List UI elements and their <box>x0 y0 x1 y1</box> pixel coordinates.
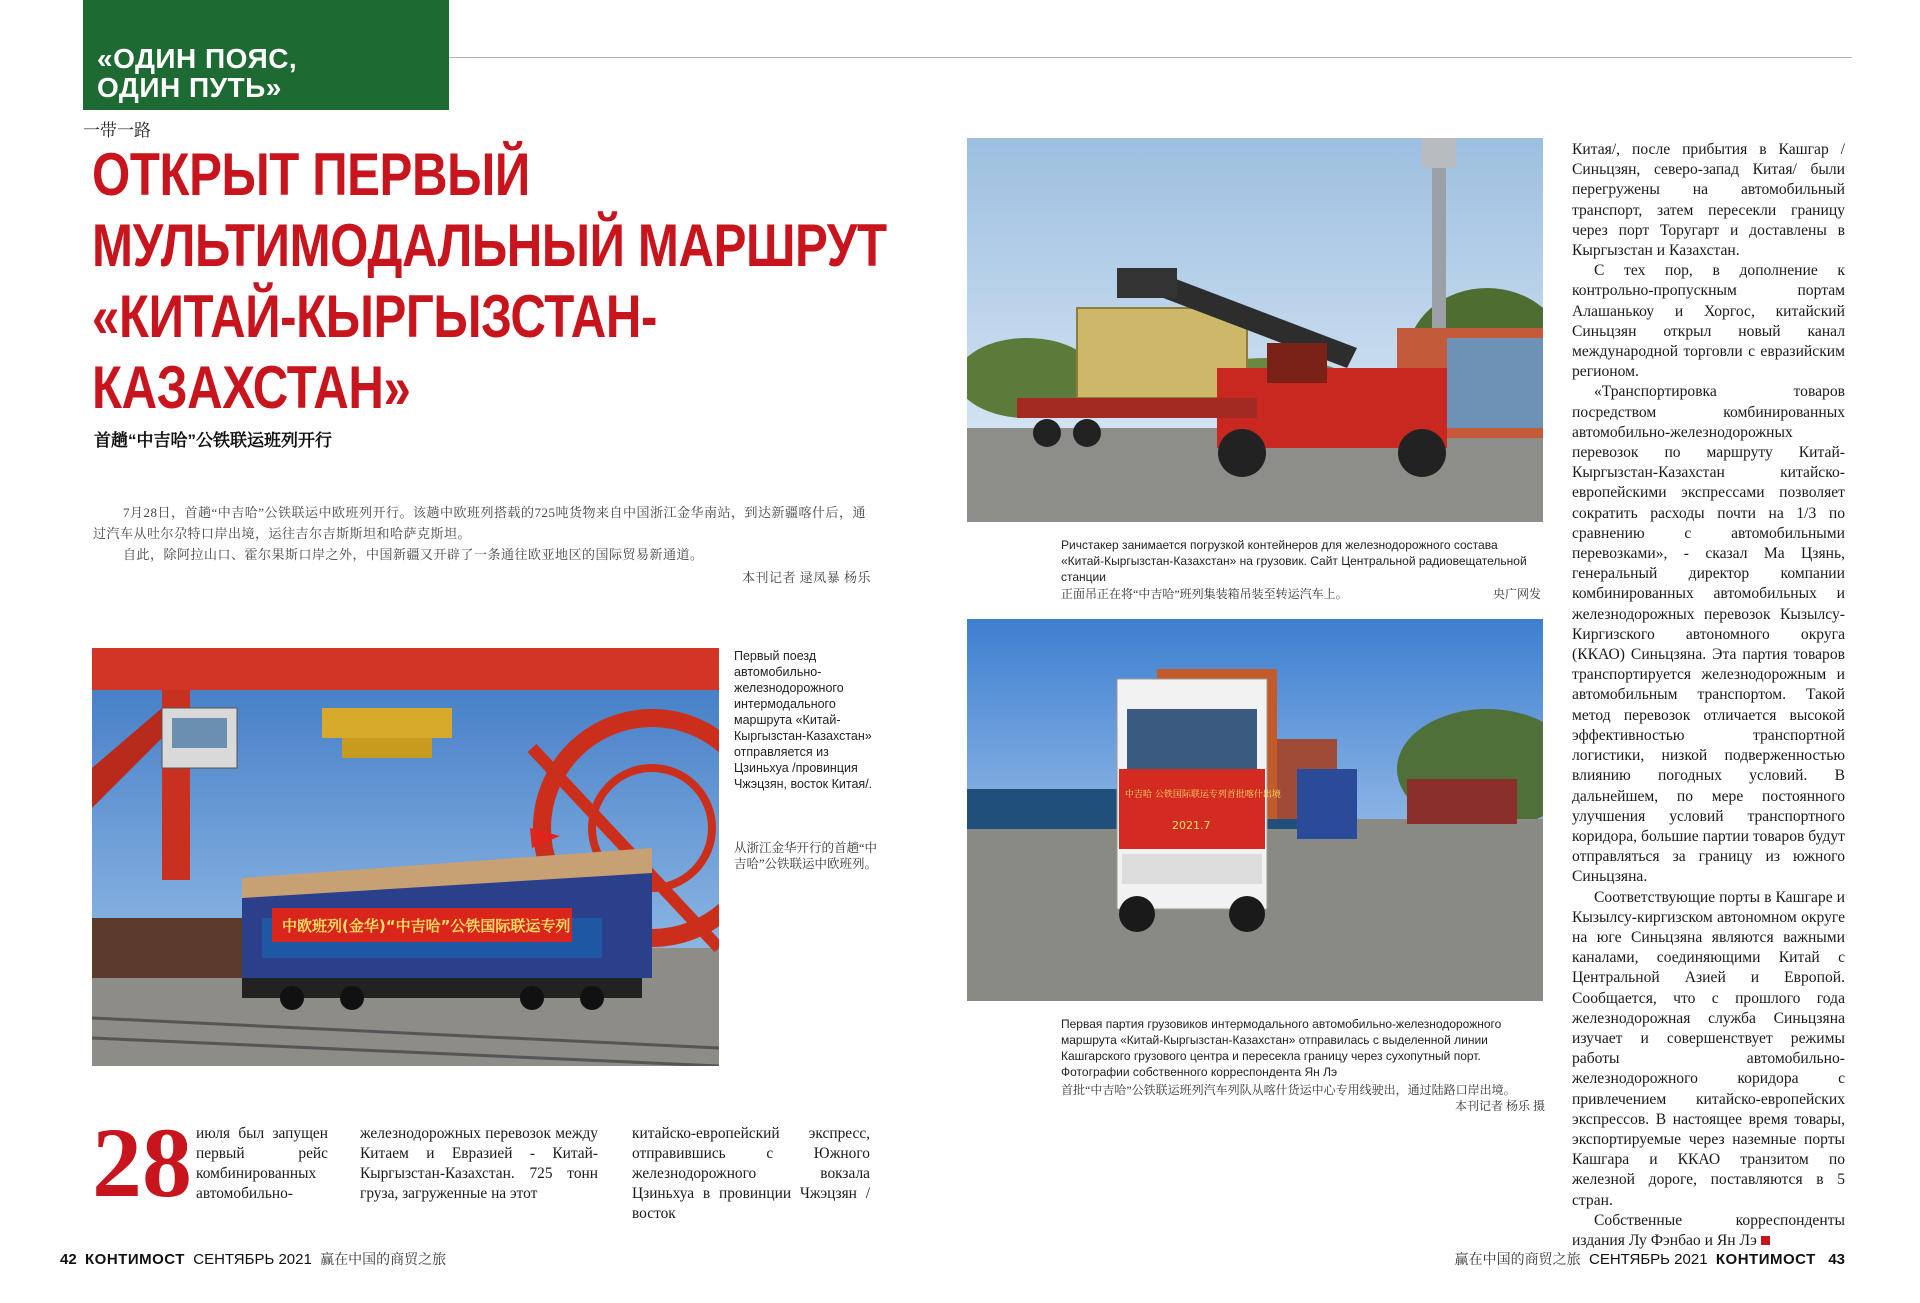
photo-reach-stacker-caption: Ричстакер занимается погрузкой контейнеров для железнодорожного состава «Китай-Кыргызстан-Казахстан» на грузовик. Сайт Центральной радиовещательной станции <box>1061 538 1527 584</box>
headline-line-3: «КИТАЙ-КЫРГЫЗСТАН- <box>92 283 657 350</box>
truck-banner-text: 中吉哈 公铁国际联运专列首批喀什出境 <box>1125 790 1281 800</box>
body-paragraph: Соответствующие порты в Кашгаре и Кызылсу-киргизском автономном округе на юге Синьцзяна являются важными каналами, соединяющими Китай с Центральной Азией и Европой. Сообщается, что с прошлого года железнодорожная служба Синьцзяна изучает и совершенствует режимы работы автомобильно-железнодорожного коридора с привлечением китайско-европейских экспрессов. В настоящее время товары, экспортируемые через наземные порты Кашгара и ККАО транзитом по железной дороге, поставляются в 5 стран. <box>1572 888 1845 1209</box>
headline-line-1: ОТКРЫТ ПЕРВЫЙ <box>92 141 530 208</box>
lead-paragraph-2: 自此，除阿拉山口、霍尔果斯口岸之外，中国新疆又开辟了一条通往欧亚地区的国际贸易新通道。 <box>123 547 704 562</box>
photo-train <box>92 648 719 1066</box>
body-column-3 <box>632 1124 870 1224</box>
photo-trucks-caption: Первая партия грузовиков интермодального автомобильно-железнодорожного маршрута «Китай-Кыргызстан-Казахстан» отправилась с выделенной линии Кашгарского грузового центра и пересекла границу через сухопутный порт. Фотографии собственного корреспондента Ян Лэ <box>1061 1017 1502 1079</box>
photo-train-caption-cn: 从浙江金华开行的首趟“中吉哈”公铁联运中欧班列。 <box>734 841 878 871</box>
lead-paragraph-1: 7月28日，首趟“中吉哈”公铁联运中欧班列开行。该趟中欧班列搭载的725吨货物来自中国浙江金华南站，到达新疆喀什后，通过汽车从吐尔尕特口岸出境，运往吉尔吉斯斯坦和哈萨克斯坦。 <box>93 505 867 541</box>
caption-cn-text: 正面吊正在将“中吉哈”班列集装箱吊装至转运汽车上。 <box>1061 587 1348 601</box>
headline <box>92 139 887 423</box>
photo-reach-stacker <box>967 138 1543 522</box>
lead-chinese <box>93 502 871 588</box>
body-column-3-text: китайско-европейский экспресс, отправившись с Южного железнодорожного вокзала Цзиньхуа в провинции Чжэцзян /восток <box>632 1125 870 1222</box>
slogan-cn: 赢在中国的商贸之旅 <box>320 1253 447 1268</box>
truck-banner-year: 2021.7 <box>1172 819 1211 832</box>
header-rule <box>449 57 1852 58</box>
headline-line-4: КАЗАХСТАН» <box>92 354 411 421</box>
trucks-photo-icon <box>967 619 1543 1001</box>
train-photo-icon <box>92 648 719 1066</box>
rubric-title <box>97 44 437 102</box>
end-mark-icon <box>1761 1236 1770 1245</box>
page-number-right: 43 <box>1828 1251 1845 1268</box>
photo-train-caption: Первый поезд автомобильно-железнодорожного интермодального маршрута «Китай-Кыргызстан-Казахстан» отправляется из Цзиньхуа /провинция Чжэцзян, восток Китая/. <box>734 649 873 791</box>
photo-signature: 本刊记者 杨乐 摄 <box>1454 1099 1545 1113</box>
body-column-2 <box>360 1124 598 1204</box>
caption-cn-text: 首批“中吉哈”公铁联运班列汽车列队从喀什货运中心专用线驶出，通过陆路口岸出境。 <box>1061 1083 1516 1097</box>
magazine-name: КОНТИМОСТ <box>85 1251 185 1268</box>
body-column-2-text: железнодорожных перевозок между Китаем и Евразией - Китай-Кыргызстан-Казахстан. 725 тонн груза, загруженные на этот <box>360 1125 598 1202</box>
issue-date: СЕНТЯБРЬ 2021 <box>193 1251 312 1268</box>
photo-trucks <box>967 619 1543 1001</box>
magazine-name: КОНТИМОСТ <box>1715 1251 1816 1268</box>
footer-right <box>1455 1249 1845 1269</box>
body-column-1-text: июля был запущен первый рейс комбинированных автомобильно- <box>196 1125 328 1202</box>
page-number-left: 42 <box>60 1251 77 1268</box>
lead-signature: 本刊记者 逯凤暴 杨乐 <box>741 570 871 585</box>
photo-credit: 央广网发 <box>1492 587 1541 601</box>
body-paragraph: «Транспортировка товаров посредством комбинированных автомобильно-железнодорожных перевозок по маршруту Китай-Кыргызстан-Казахстан китайско-европейскими экспрессами позволяет сократить расходы почти на 1/3 по сравнению с автомобильными перевозками», - сказал Ма Цзянь, генеральный директор компании комбинированных автомобильных и железнодорожных перевозок Кызылсу-Киргизского автономного округа (ККАО) Синьцзяна. Эта партия товаров транспортируется железнодорожным и автомобильным транспортом. Такой метод перевозок отличается высокой эффективностью транспортной логистики, низкой подверженностью влиянию погодных условий. В дальнейшем, по мере постоянного улучшения условий транспортного коридора, большие партии товаров будут отправляться за границу из южного Синьцзяна. <box>1572 383 1845 886</box>
rubric-line-1: «ОДИН ПОЯС, <box>97 43 298 74</box>
footer-left <box>60 1249 446 1269</box>
body-paragraph-byline <box>1572 1211 1845 1251</box>
headline-subtitle-cn: 首趟“中吉哈”公铁联运班列开行 <box>94 431 332 450</box>
photo-reach-stacker-caption-cn <box>1061 585 1541 602</box>
rubric-block <box>83 0 449 110</box>
byline-text: Собственные корреспонденты издания Лу Фэнбао и Ян Лэ <box>1572 1211 1845 1249</box>
rubric-chinese: 一带一路 <box>83 121 151 140</box>
slogan-cn: 赢在中国的商贸之旅 <box>1454 1253 1581 1268</box>
reach-stacker-photo-icon <box>967 138 1543 522</box>
body-paragraph: С тех пор, в дополнение к контрольно-пропускным портам Алашанькоу и Хоргос, китайский Синьцзян открыл новый канал международной торговли с евразийским регионом. <box>1572 262 1845 381</box>
body-paragraph: Китая/, после прибытия в Кашгар / Синьцзян, северо-запад Китая/ были перегружены на автомобильный транспорт, затем пересекли границу через порт Торугарт и доставлены в Кыргызстан и Казахстан. <box>1572 141 1845 260</box>
issue-date: СЕНТЯБРЬ 2021 <box>1588 1251 1708 1268</box>
body-column-1 <box>196 1124 328 1204</box>
body-column-4 <box>1572 140 1845 1251</box>
photo-trucks-caption-cn <box>1061 1082 1545 1114</box>
train-banner-text: 中欧班列(金华)“中吉哈”公铁国际联运专列 <box>282 917 571 935</box>
headline-line-2: МУЛЬТИМОДАЛЬНЫЙ МАРШРУТ <box>92 212 887 279</box>
drop-cap: 28 <box>92 1107 192 1218</box>
rubric-line-2: ОДИН ПУТЬ» <box>97 72 282 103</box>
